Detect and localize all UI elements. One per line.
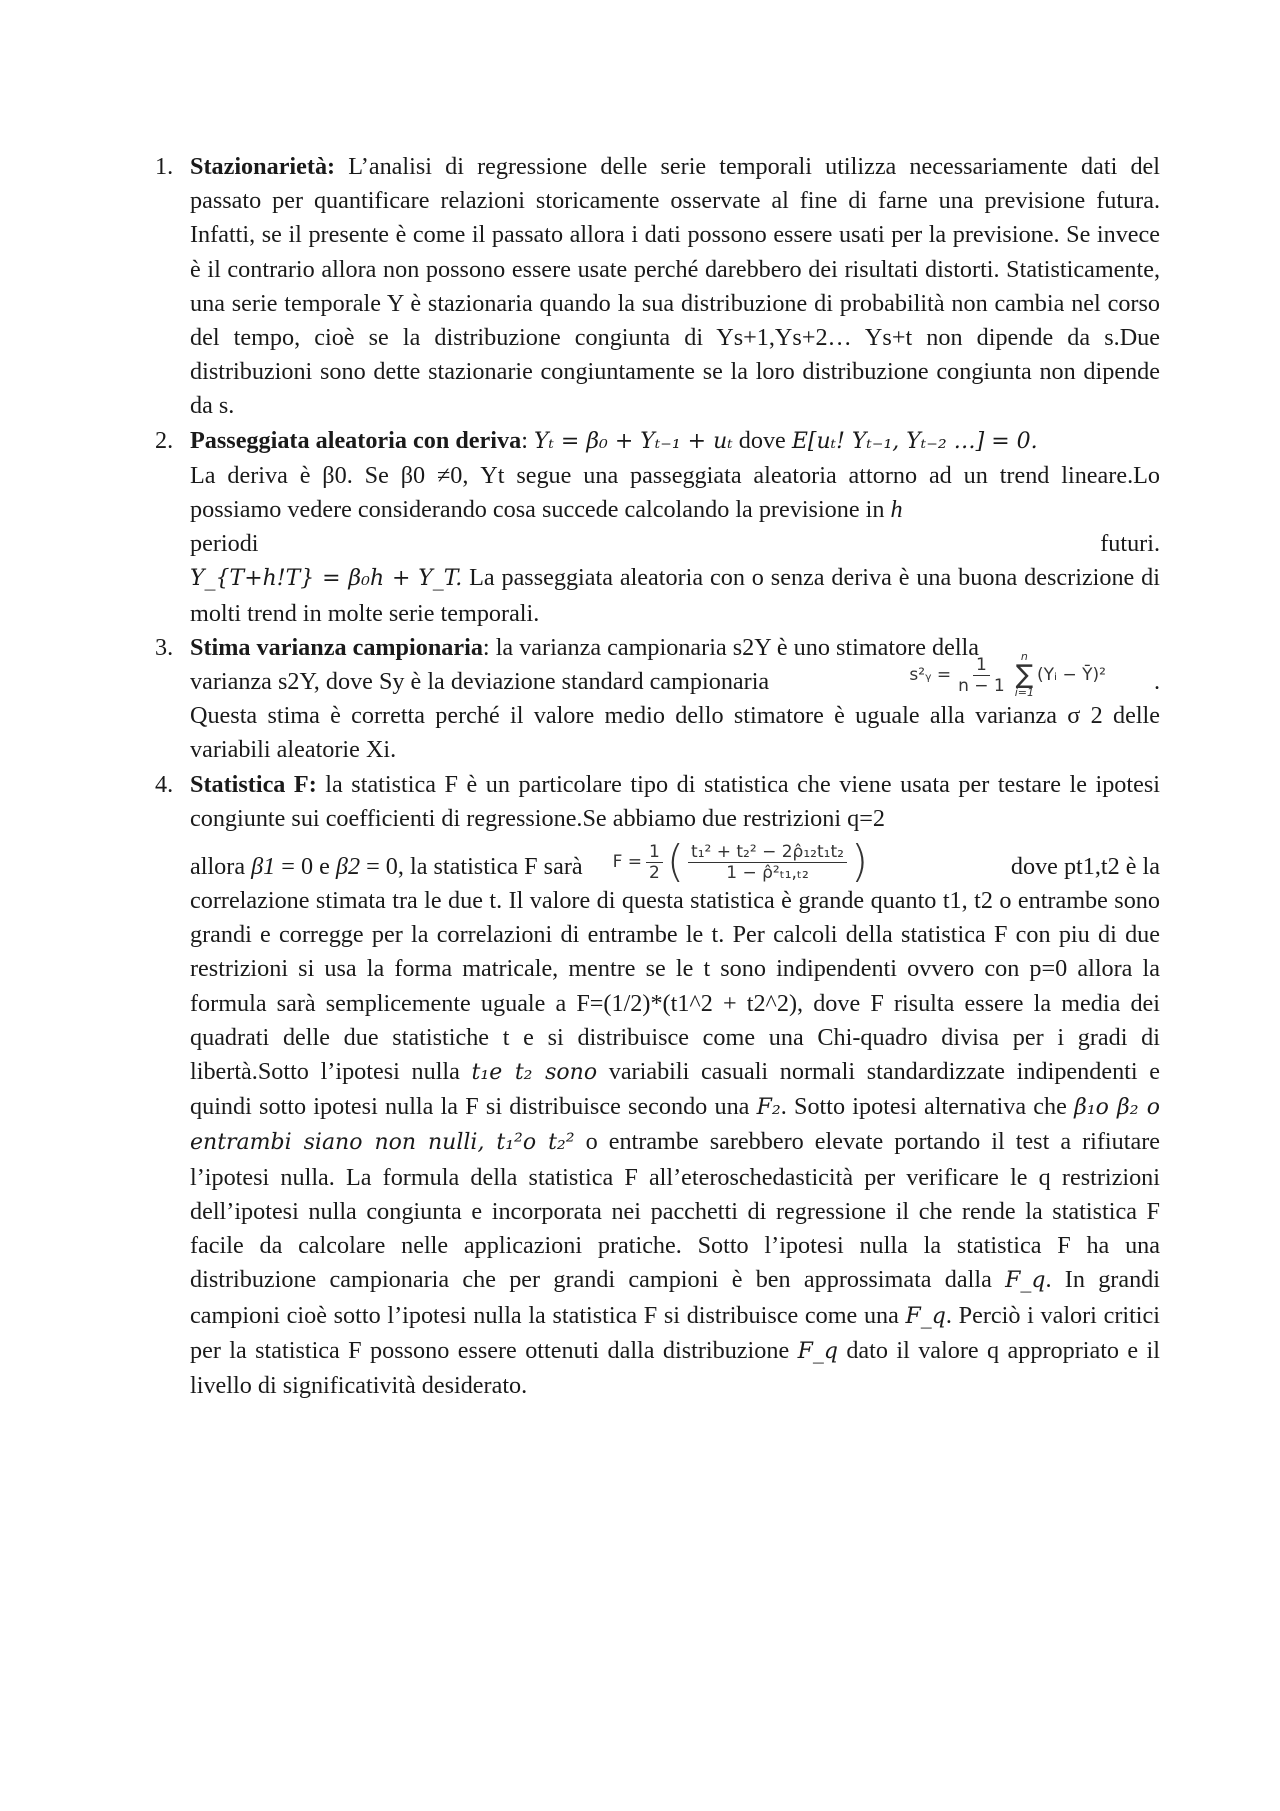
body-text-2: correlazione stimata tra le due t. Il valore di questa statistica è grande quanto t1, t2 o entrambe sono grandi e corregge per la correlazioni di entrambe le t. Per calcoli della statistica F con piu di due restrizioni si usa la forma matricale, mentre se le t sono indipendenti ovvero con p=0 allora la formula sarà semplicemente uguale a F=(1/2)*(t1^2 + t2^2), dove F risulta essere la media dei quadrati delle due statistiche t e si distribuisce come una Chi-quadro divisa per i gradi di libertà.Sotto l’ipotesi nulla (190, 887, 1160, 1086)
item-title: Statistica F: (190, 770, 317, 798)
beta2-symbol: β2 (335, 852, 361, 880)
item-body: L’analisi di regressione delle serie temporali utilizza necessariamente dati del passato per quantificare relazioni storicamente osservate al fine di farne una previsione futura. Infatti, se il presente è come il passato allora i dati possono essere usati per la previsione. Se invece è il contrario allora non possono essere usate perché darebbero dei risultati distorti. Statisticamente, una serie temporale Y è stazionaria quando la sua distribuzione di probabilità non cambia nel corso del tempo, cioè se la distribuzione congiunta di Ys+1,Ys+2… Ys+t non dipende da s.Due distribuzioni sono dette stazionarie congiuntamente se la loro distribuzione congiunta non dipende da s. (190, 153, 1160, 420)
main-denominator: 1 − ρ̂²ₜ₁,ₜ₂ (726, 862, 809, 883)
item-number: 2. (155, 426, 174, 454)
item-number: 1. (155, 153, 174, 180)
item-body-2 (190, 884, 1160, 1403)
allora-word: allora (190, 852, 252, 880)
math-fq-2: F_q (905, 1303, 946, 1329)
item-title: Stazionarietà: (190, 153, 336, 180)
eq-zero-1: = 0 e (275, 852, 336, 880)
math-f2: F₂ (756, 1095, 781, 1121)
fraction-denominator: n − 1 (958, 675, 1005, 696)
colon-text: : (521, 426, 534, 454)
body-text-5: o entrambe sarebbero elevate portando il test a rifiutare l’ipotesi nulla. La formula della statistica F all’eteroschedasticità per verificare le q restrizioni dell’ipotesi nulla congiunta e incorporata nei pacchetti di regressione il che rende la statistica F facile da calcolare nelle applicazioni pratiche. Sotto l’ipotesi nulla la statistica F ha una distribuzione campionaria che per grandi campioni è ben approssimata dalla (190, 1128, 1160, 1294)
body-text-8: dato il valore q appropriato e il livello di significatività desiderato. (190, 1336, 1160, 1399)
sum-upper-limit: n (1020, 650, 1028, 664)
body-text-2: varianza s2Y, dove Sy è la deviazione standard campionaria (190, 668, 770, 696)
sum-symbol: n ∑ i=1 (1014, 650, 1034, 700)
main-numerator: t₁² + t₂² − 2ρ̂₁₂t₁t₂ (688, 842, 847, 863)
body-text-3: variabili casuali normali standardizzate indipendenti e quindi sotto ipotesi nulla la F si distribuisce secondo una (190, 1058, 1161, 1121)
variance-formula-line (190, 650, 1160, 700)
formula-fraction (955, 655, 1008, 696)
list-item-passeggiata (155, 424, 1160, 631)
formula-term: (Yᵢ − Ȳ)² (1037, 665, 1106, 686)
item-number: 3. (155, 633, 174, 661)
item-body-3: Questa stima è corretta perché il valore medio dello stimatore è uguale alla varianza σ 2 delle variabili aleatorie Xi. (190, 702, 1160, 764)
half-denominator: 2 (649, 862, 660, 883)
half-fraction (646, 842, 663, 883)
formula-lhs: F = (612, 851, 643, 872)
forecast-line (190, 561, 1160, 630)
body-text-1: : la varianza campionaria s2Y è uno stimatore della (482, 633, 980, 661)
allora-text (190, 850, 583, 884)
item-number: 4. (155, 770, 174, 798)
body-text-1: la statistica F è un particolare tipo di statistica che viene usata per testare le ipotesi congiunte sui coefficienti di regressione.Se abbiamo due restrizioni q=2 (190, 770, 1160, 832)
equation-forecast: Y_{T+h!T} = β₀h + Y_T. (190, 566, 463, 592)
list-item-statistica-f (155, 768, 1160, 1403)
f-statistic-formula: F = $\frac{1}{2}$ ( $\frac{\text{t₁² + t₂² − 2ρ̂₁₂t₁t₂}}{\text{1 − ρ̂²ₜ₁,ₜ₂}}$ ) (612, 836, 869, 888)
main-fraction (688, 842, 847, 883)
math-fq-1: F_q (1005, 1268, 1046, 1294)
body-text-7: . Perciò i valori critici per la statistica F possono essere ottenuti dalla distribuzione (190, 1301, 1160, 1364)
justified-line (190, 527, 1160, 561)
fraction-numerator: 1 (973, 655, 990, 676)
futuri-text: futuri. (1100, 530, 1160, 558)
eq-zero-2: = 0, la statistica F sarà (360, 852, 583, 880)
body-text-4: . Sotto ipotesi alternativa che (780, 1093, 1075, 1121)
f-formula-line (190, 836, 1160, 888)
beta1-symbol: β1 (251, 852, 276, 880)
dove-text: dove (732, 426, 792, 454)
equation-expectation: E[uₜ! Yₜ₋₁, Yₜ₋₂ …] = 0. (791, 428, 1038, 454)
math-fq-3: F_q (797, 1338, 838, 1364)
dove-text: dove pt1,t2 è la (1010, 852, 1160, 880)
half-numerator: 1 (646, 842, 663, 863)
variance-formula (909, 651, 1106, 699)
list-item-stima-varianza (155, 631, 1160, 768)
item-title: Passeggiata aleatoria con deriva (190, 426, 522, 454)
body-text-2: La passeggiata aleatoria con o senza deriva è una buona descrizione di molti trend in molte serie temporali. (190, 564, 1160, 627)
math-alternative: β₁o β₂ o entrambi siano non nulli, t₁²o t₂² (190, 1095, 1160, 1156)
item-body (190, 459, 1160, 527)
h-variable: h (890, 496, 903, 524)
period-text: . (1153, 668, 1160, 696)
numbered-list (155, 150, 1160, 1403)
item-title: Stima varianza campionaria (190, 633, 483, 661)
math-t1-t2: t₁e t₂ sono (471, 1060, 598, 1086)
equation-random-walk: Yₜ = β₀ + Yₜ₋₁ + uₜ (533, 428, 733, 454)
sum-lower-limit: i=1 (1014, 686, 1034, 700)
body-text-6: . In grandi campioni cioè sotto l’ipotesi nulla la statistica F si distribuisce come una (190, 1266, 1160, 1329)
list-item-stazionarieta (155, 150, 1160, 424)
periodi-text: periodi (190, 530, 259, 558)
body-text: La deriva è β0. Se β0 ≠0, Yt segue una passeggiata aleatoria attorno ad un trend lineare.Lo possiamo vedere considerando cosa succede calcolando la previsione in (190, 461, 1160, 524)
formula-lhs: s²ᵧ = (909, 665, 952, 686)
